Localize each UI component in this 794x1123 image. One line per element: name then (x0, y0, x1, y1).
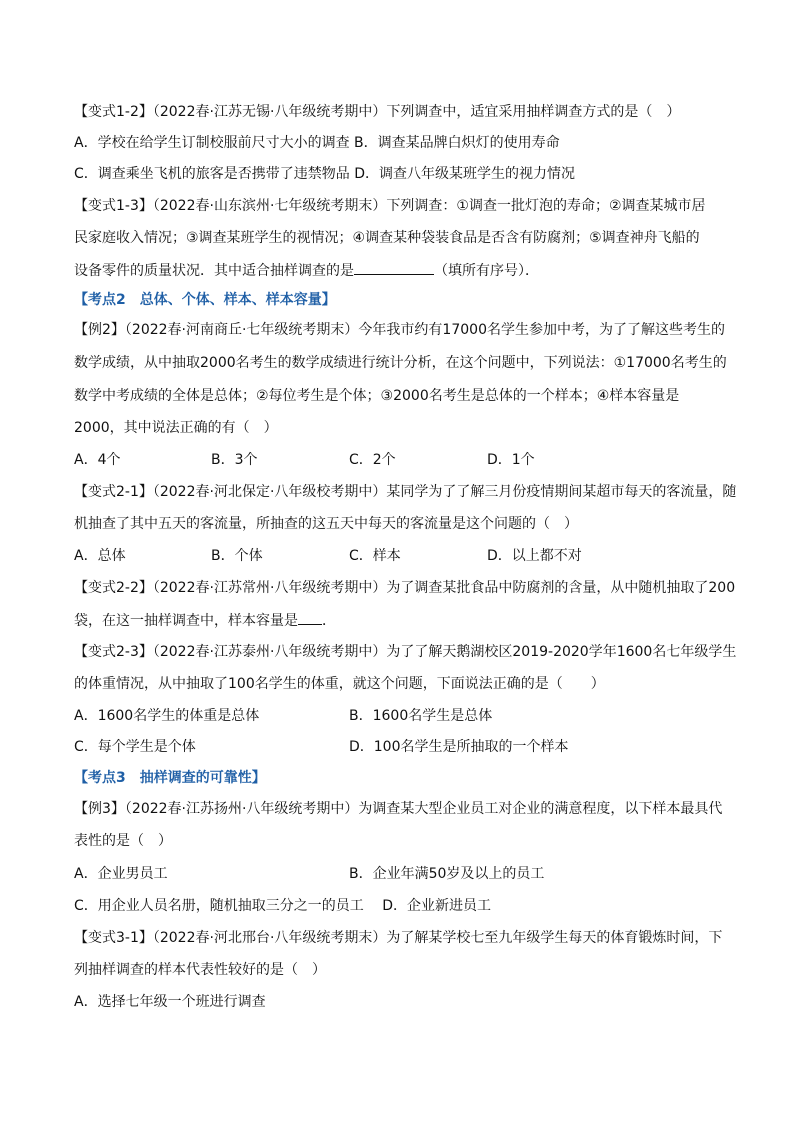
option-a: A．选择七年级一个班进行调查 (74, 994, 266, 1010)
option-a: A．总体 (74, 548, 126, 564)
question-variant-1-3-end (74, 260, 734, 281)
option-b: B．3个 (211, 452, 258, 468)
section-heading-2: 【考点2 总体、个体、样本、样本容量】 (74, 292, 336, 308)
option-a: A．1600名学生的体重是总体 (74, 708, 260, 724)
options-1-2-ab: A．学校在给学生订制校服前尺寸大小的调查 B．调查某品牌白炽灯的使用寿命 (74, 135, 560, 151)
question-text: 袋，在这一抽样调查中，样本容量是 (74, 613, 298, 629)
question-variant-2-3: 【变式2-3】（2022春·江苏泰州·八年级统考期中）为了了解天鹅湖校区2019-2020学年1600名七年级学生 (74, 644, 737, 660)
question-variant-1-2: 【变式1-2】（2022春·江苏无锡·八年级统考期中）下列调查中，适宜采用抽样调查方式的是（ ） (74, 104, 681, 120)
question-variant-1-3-cont: 民家庭收入情况；③调查某班学生的视情况；④调查某种袋装食品是否含有防腐剂；⑤调查神舟飞船的 (74, 230, 700, 246)
option-d: D．100名学生是所抽取的一个样本 (349, 739, 569, 755)
question-text: 设备零件的质量状况．其中适合抽样调查的是 (74, 263, 354, 279)
question-example-2-cont: 数学中考成绩的全体是总体；②每位考生是个体；③2000名考生是总体的一个样本；④样本容量是 (74, 388, 680, 404)
question-text: ． (322, 613, 336, 629)
question-example-3: 【例3】（2022春·江苏扬州·八年级统考期中）为调查某大型企业员工对企业的满意程度，以下样本最具代 (74, 801, 723, 817)
option-c: C．每个学生是个体 (74, 739, 196, 755)
question-variant-2-1-cont: 机抽查了其中五天的客流量，所抽查的这五天中每天的客流量是这个问题的（ ） (74, 516, 578, 532)
option-b: B．企业年满50岁及以上的员工 (349, 866, 545, 882)
question-example-2: 【例2】（2022春·河南商丘·七年级统考期末）今年我市约有17000名学生参加中考，为了了解这些考生的 (74, 322, 725, 338)
options-example-3-cd: C．用企业人员名册，随机抽取三分之一的员工 D．企业新进员工 (74, 898, 492, 914)
question-text: （填所有序号）． (434, 263, 539, 279)
option-d: D．1个 (487, 452, 535, 468)
option-c: C．样本 (349, 548, 401, 564)
question-variant-2-1: 【变式2-1】（2022春·河北保定·八年级校考期中）某同学为了了解三月份疫情期间某超市每天的客流量，随 (74, 484, 737, 500)
question-variant-2-3-cont: 的体重情况，从中抽取了100名学生的体重，就这个问题，下面说法正确的是（ ） (74, 676, 605, 692)
answer-blank[interactable] (354, 260, 434, 275)
question-example-2-cont: 数学成绩，从中抽取2000名考生的数学成绩进行统计分析，在这个问题中，下列说法：①17000名考生的 (74, 355, 727, 371)
question-variant-3-1-cont: 列抽样调查的样本代表性较好的是（ ） (74, 962, 326, 978)
question-variant-3-1: 【变式3-1】（2022春·河北邢台·八年级统考期末）为了解某学校七至九年级学生每天的体育锻炼时间，下 (74, 930, 723, 946)
answer-blank[interactable] (298, 610, 322, 625)
option-b: B．个体 (211, 548, 263, 564)
option-c: C．2个 (349, 452, 396, 468)
option-a: A．4个 (74, 452, 121, 468)
option-a: A．企业男员工 (74, 866, 168, 882)
section-heading-3: 【考点3 抽样调查的可靠性】 (74, 770, 266, 786)
question-example-3-cont: 表性的是（ ） (74, 833, 172, 849)
option-b: B．1600名学生是总体 (349, 708, 493, 724)
question-variant-1-3: 【变式1-3】（2022春·山东滨州·七年级统考期末）下列调查：①调查一批灯泡的寿命；②调查某城市居 (74, 198, 706, 214)
options-1-2-cd: C．调查乘坐飞机的旅客是否携带了违禁物品 D．调查八年级某班学生的视力情况 (74, 166, 576, 182)
question-variant-2-2: 【变式2-2】（2022春·江苏常州·八年级统考期中）为了调查某批食品中防腐剂的含量，从中随机抽取了200 (74, 580, 736, 596)
option-d: D．以上都不对 (487, 548, 582, 564)
question-example-2-end: 2000，其中说法正确的有（ ） (74, 420, 278, 436)
question-variant-2-2-end (74, 610, 734, 631)
